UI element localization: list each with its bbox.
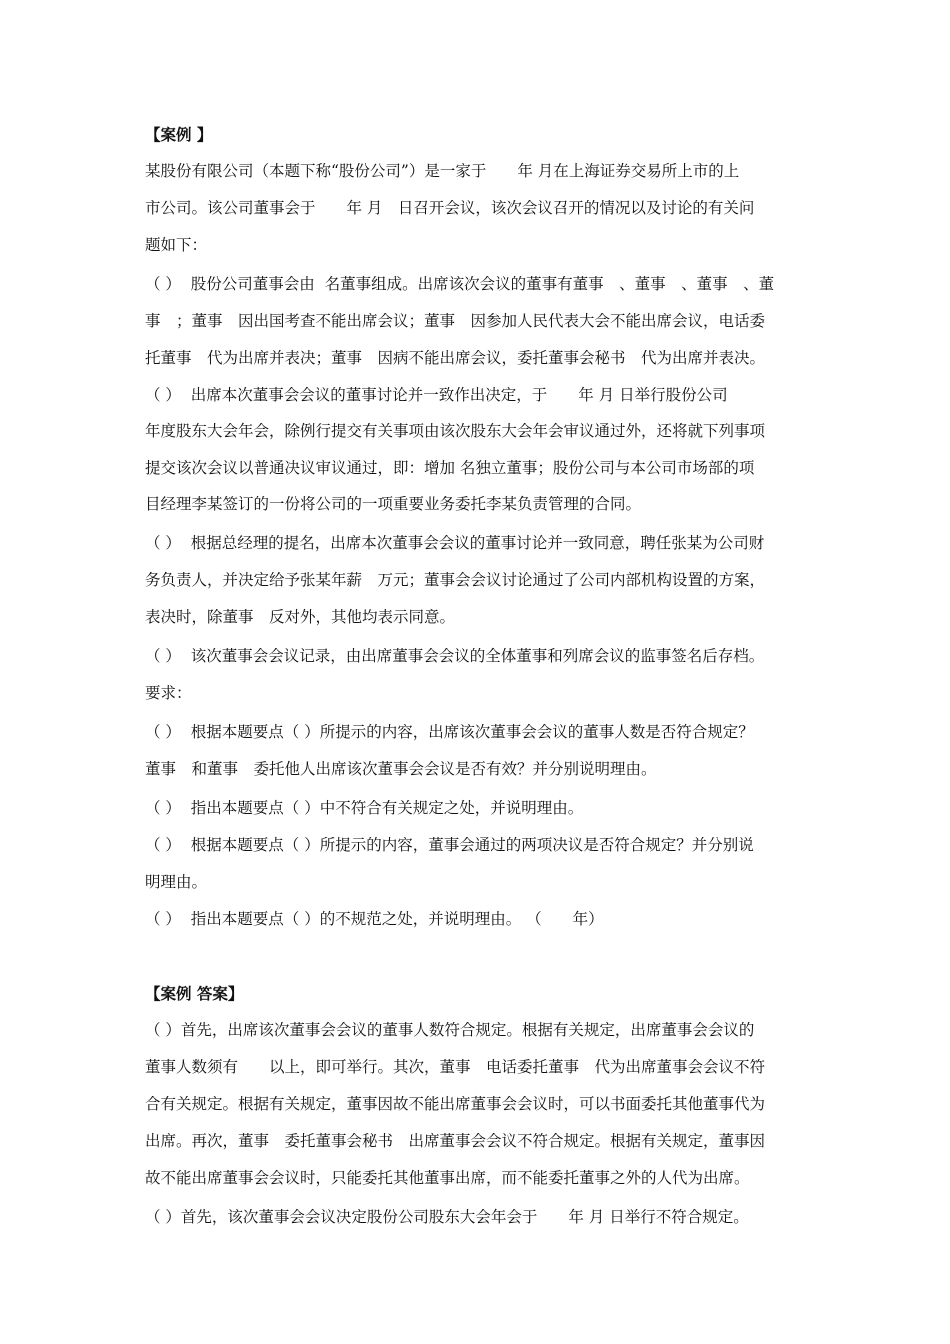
case-line: 务负责人，并决定给予张某年薪 万元；董事会会议讨论通过了公司内部机构设置的方案， bbox=[145, 571, 766, 589]
case-line: （ ） 出席本次董事会会议的董事讨论并一致作出决定，于 年 月 日举行股份公司 bbox=[145, 386, 728, 404]
answer-line: （ ）首先，出席该次董事会会议的董事人数符合规定。根据有关规定，出席董事会会议的 bbox=[145, 1021, 755, 1039]
answer-line: 合有关规定。根据有关规定，董事因故不能出席董事会会议时，可以书面委托其他董事代为 bbox=[145, 1095, 766, 1113]
case-line: 明理由。 bbox=[145, 873, 208, 891]
case-line: 表决时，除董事 反对外，其他均表示同意。 bbox=[145, 608, 456, 626]
answer-line: 故不能出席董事会会议时，只能委托其他董事出席，而不能委托董事之外的人代为出席。 bbox=[145, 1169, 750, 1187]
case-line: 托董事 代为出席并表决；董事 因病不能出席会议，委托董事会秘书 代为出席并表决。 bbox=[145, 349, 766, 367]
case-line: 目经理李某签订的一份将公司的一项重要业务委托李某负责管理的合同。 bbox=[145, 495, 642, 513]
case-line: （ ） 指出本题要点（ ）的不规范之处，并说明理由。 （ 年） bbox=[145, 910, 604, 928]
case-line: （ ） 该次董事会会议记录，由出席董事会会议的全体董事和列席会议的监事签名后存档。 bbox=[145, 647, 765, 665]
case-line: （ ） 根据本题要点（ ）所提示的内容，董事会通过的两项决议是否符合规定？并分别说 bbox=[145, 836, 754, 854]
case-line: 要求： bbox=[145, 684, 192, 702]
case-line: 董事 和董事 委托他人出席该次董事会会议是否有效？并分别说明理由。 bbox=[145, 760, 657, 778]
answer-line: （ ）首先，该次董事会会议决定股份公司股东大会年会于 年 月 日举行不符合规定。 bbox=[145, 1208, 749, 1226]
case-line: 提交该次会议以普通决议审议通过，即：增加 名独立董事；股份公司与本公司市场部的项 bbox=[145, 459, 755, 477]
case-line: （ ） 指出本题要点（ ）中不符合有关规定之处，并说明理由。 bbox=[145, 799, 584, 817]
case-heading: 【案例 】 bbox=[145, 125, 213, 144]
case-line: 某股份有限公司（本题下称“股份公司”）是一家于 年 月在上海证券交易所上市的上 bbox=[145, 162, 740, 180]
answer-heading: 【案例 答案】 bbox=[145, 984, 244, 1003]
case-line: 事 ；董事 因出国考查不能出席会议；董事 因参加人民代表大会不能出席会议，电话委 bbox=[145, 312, 766, 330]
answer-line: 出席。再次，董事 委托董事会秘书 出席董事会会议不符合规定。根据有关规定，董事因 bbox=[145, 1132, 766, 1150]
case-line: 市公司。该公司董事会于 年 月 日召开会议，该次会议召开的情况以及讨论的有关问 bbox=[145, 199, 755, 217]
case-line: （ ） 根据总经理的提名，出席本次董事会会议的董事讨论并一致同意，聘任张某为公司财 bbox=[145, 534, 765, 552]
case-line: （ ） 股份公司董事会由 名董事组成。出席该次会议的董事有董事 、董事 、董事 、董 bbox=[145, 275, 775, 293]
case-line: 题如下： bbox=[145, 236, 208, 254]
answer-line: 董事人数须有 以上，即可举行。其次，董事 电话委托董事 代为出席董事会会议不符 bbox=[145, 1058, 766, 1076]
case-line: （ ） 根据本题要点（ ）所提示的内容，出席该次董事会会议的董事人数是否符合规定？ bbox=[145, 723, 754, 741]
case-line: 年度股东大会年会，除例行提交有关事项由该次股东大会年会审议通过外，还将就下列事项 bbox=[145, 422, 766, 440]
